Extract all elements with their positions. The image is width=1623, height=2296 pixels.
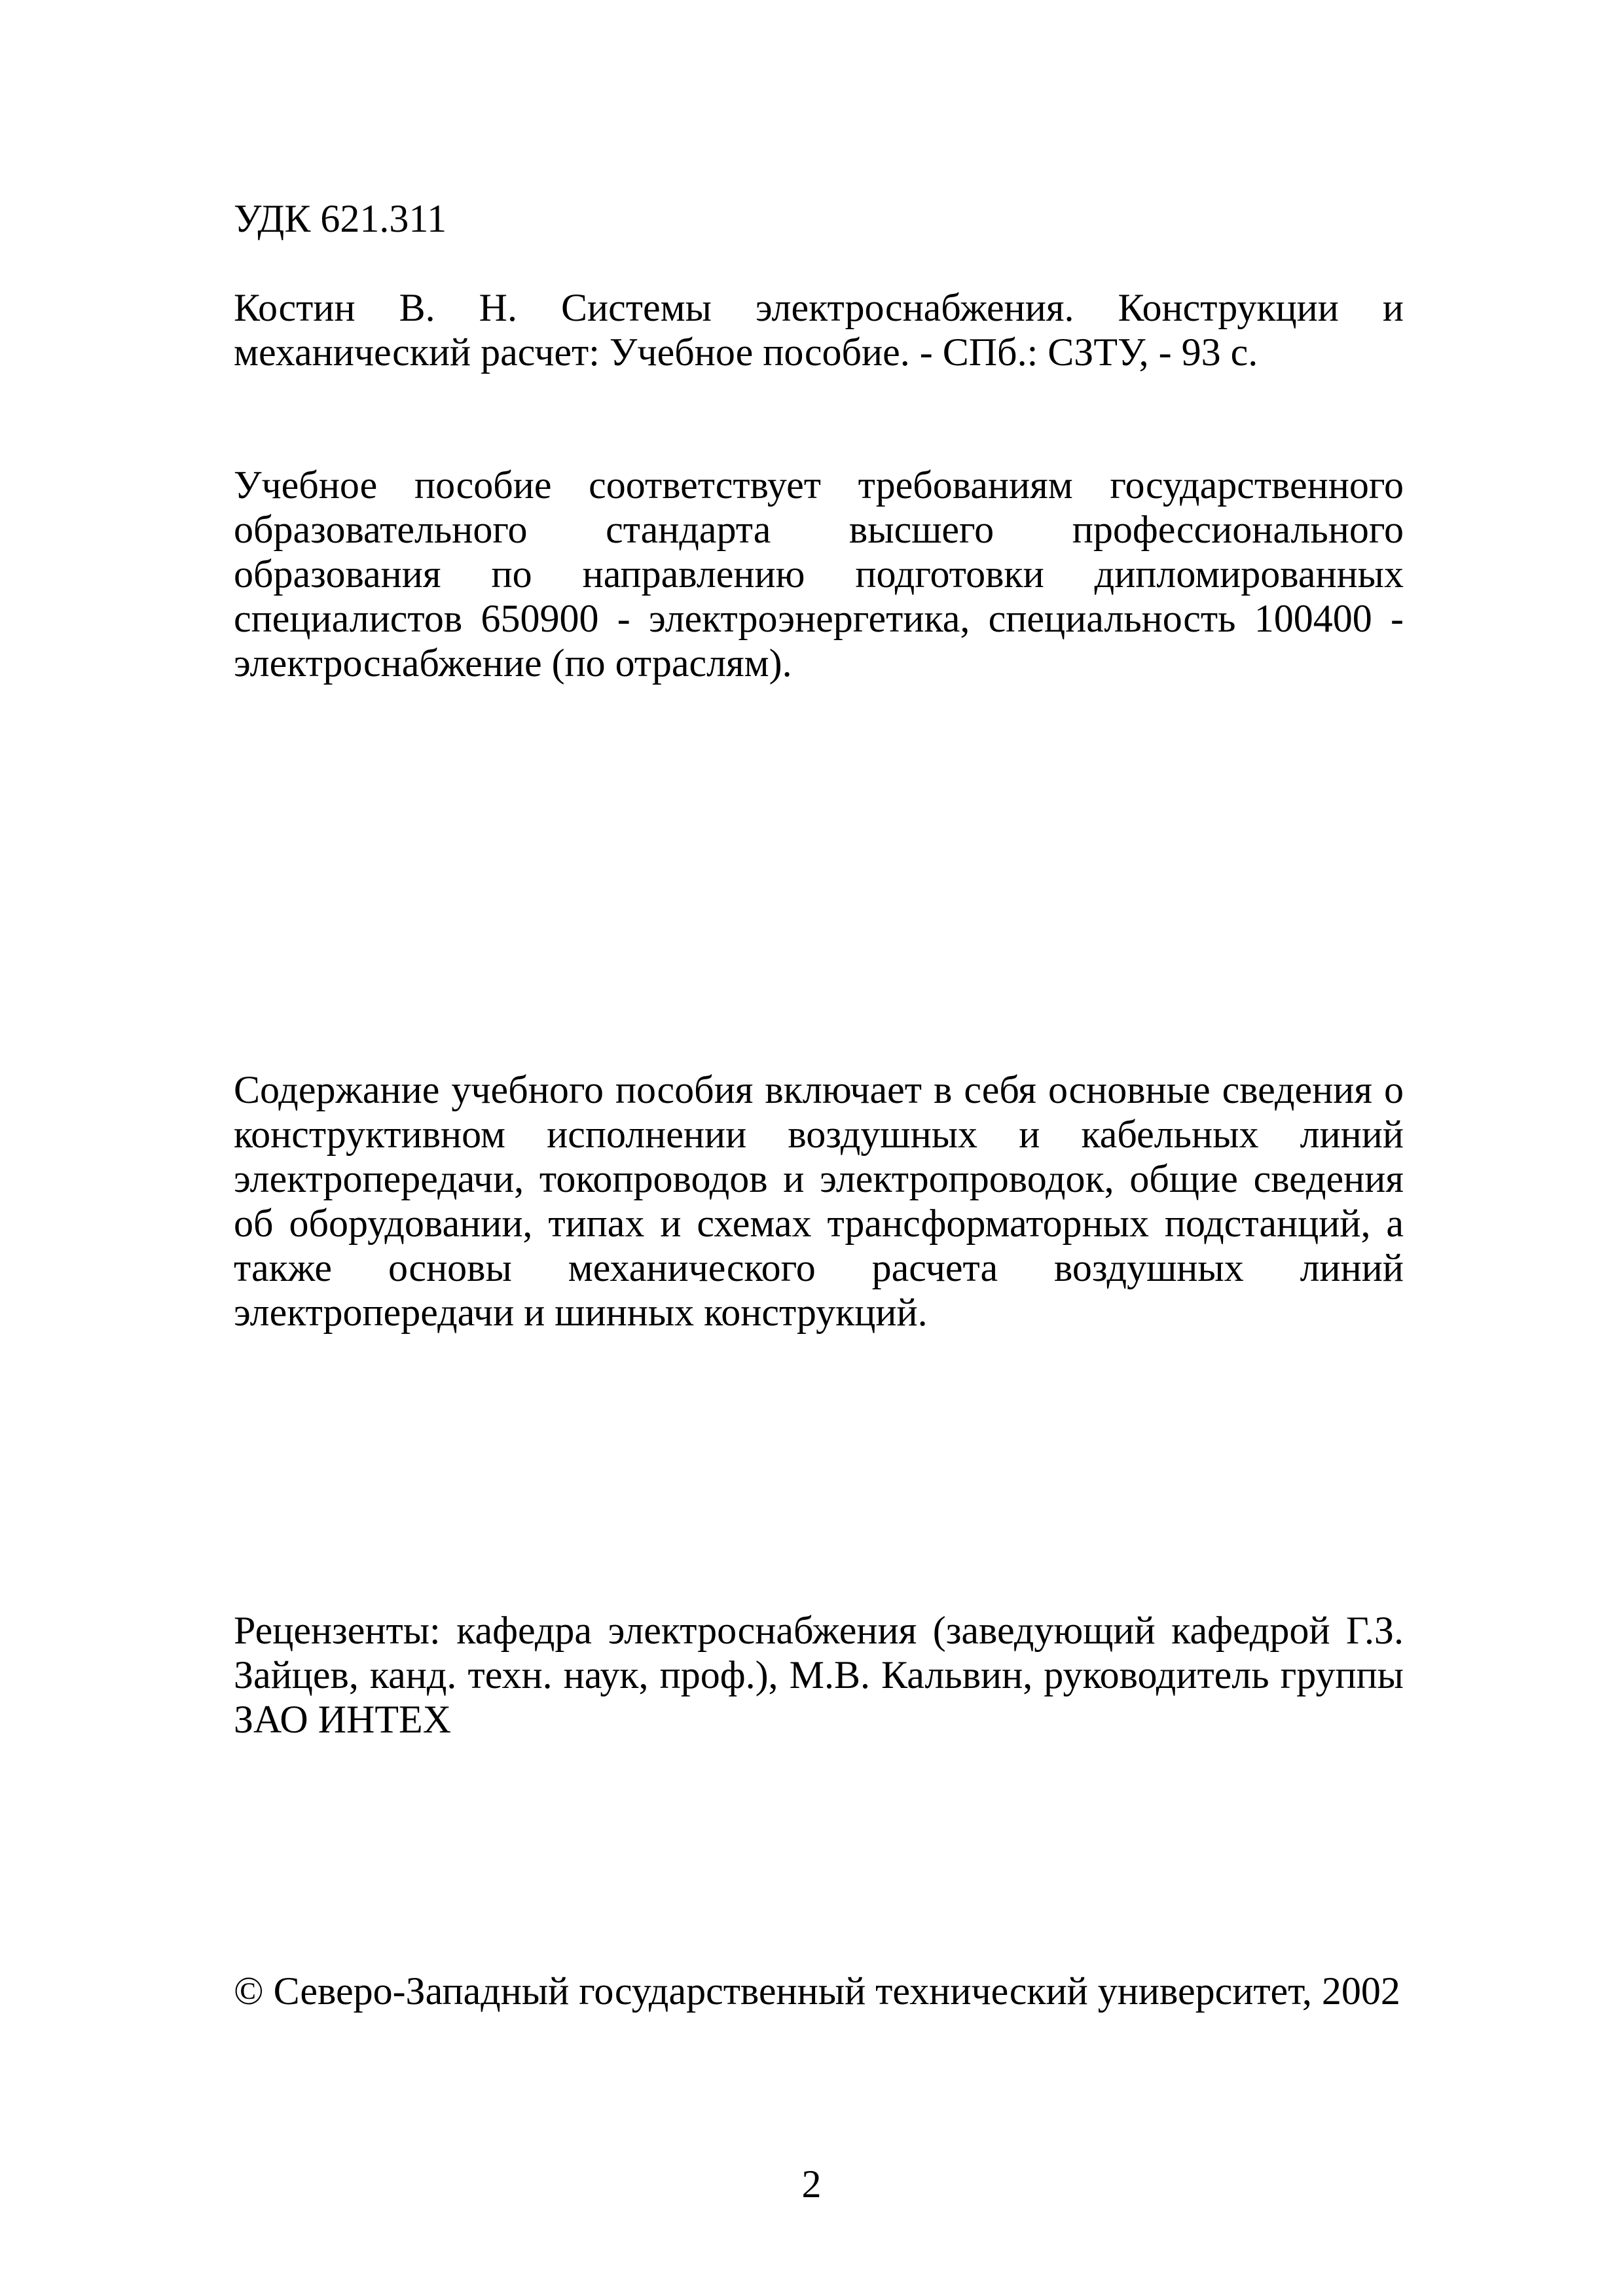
udk-code: УДК 621.311 (234, 197, 447, 240)
annotation-standard-paragraph: Учебное пособие соответствует требованиям государственного образовательного стандарта высшего профессионального образования по направлению подготовки дипломированных специалистов 650900 - электроэнергетика, специальность 100400 - электроснабжение (по отраслям). (234, 463, 1404, 685)
bibliographic-citation: Костин В. Н. Системы электроснабжения. Конструкции и механический расчет: Учебное пособие. - СПб.: СЗТУ, - 93 с. (234, 286, 1404, 374)
annotation-content-paragraph: Содержание учебного пособия включает в себя основные сведения о конструктивном исполнении воздушных и кабельных линий электропередачи, токопроводов и электропроводок, общие сведения об оборудовании, типах и схемах трансформаторных подстанций, а также основы механического расчета воздушных линий электропередачи и шинных конструкций. (234, 1068, 1404, 1334)
page-number: 2 (801, 2162, 822, 2206)
reviewers-paragraph: Рецензенты: кафедра электроснабжения (заведующий кафедрой Г.З. Зайцев, канд. техн. наук, проф.), М.В. Кальвин, руководитель группы ЗАО ИНТЕХ (234, 1609, 1404, 1741)
copyright-notice: © Северо-Западный государственный технический университет, 2002 (234, 1969, 1400, 2013)
